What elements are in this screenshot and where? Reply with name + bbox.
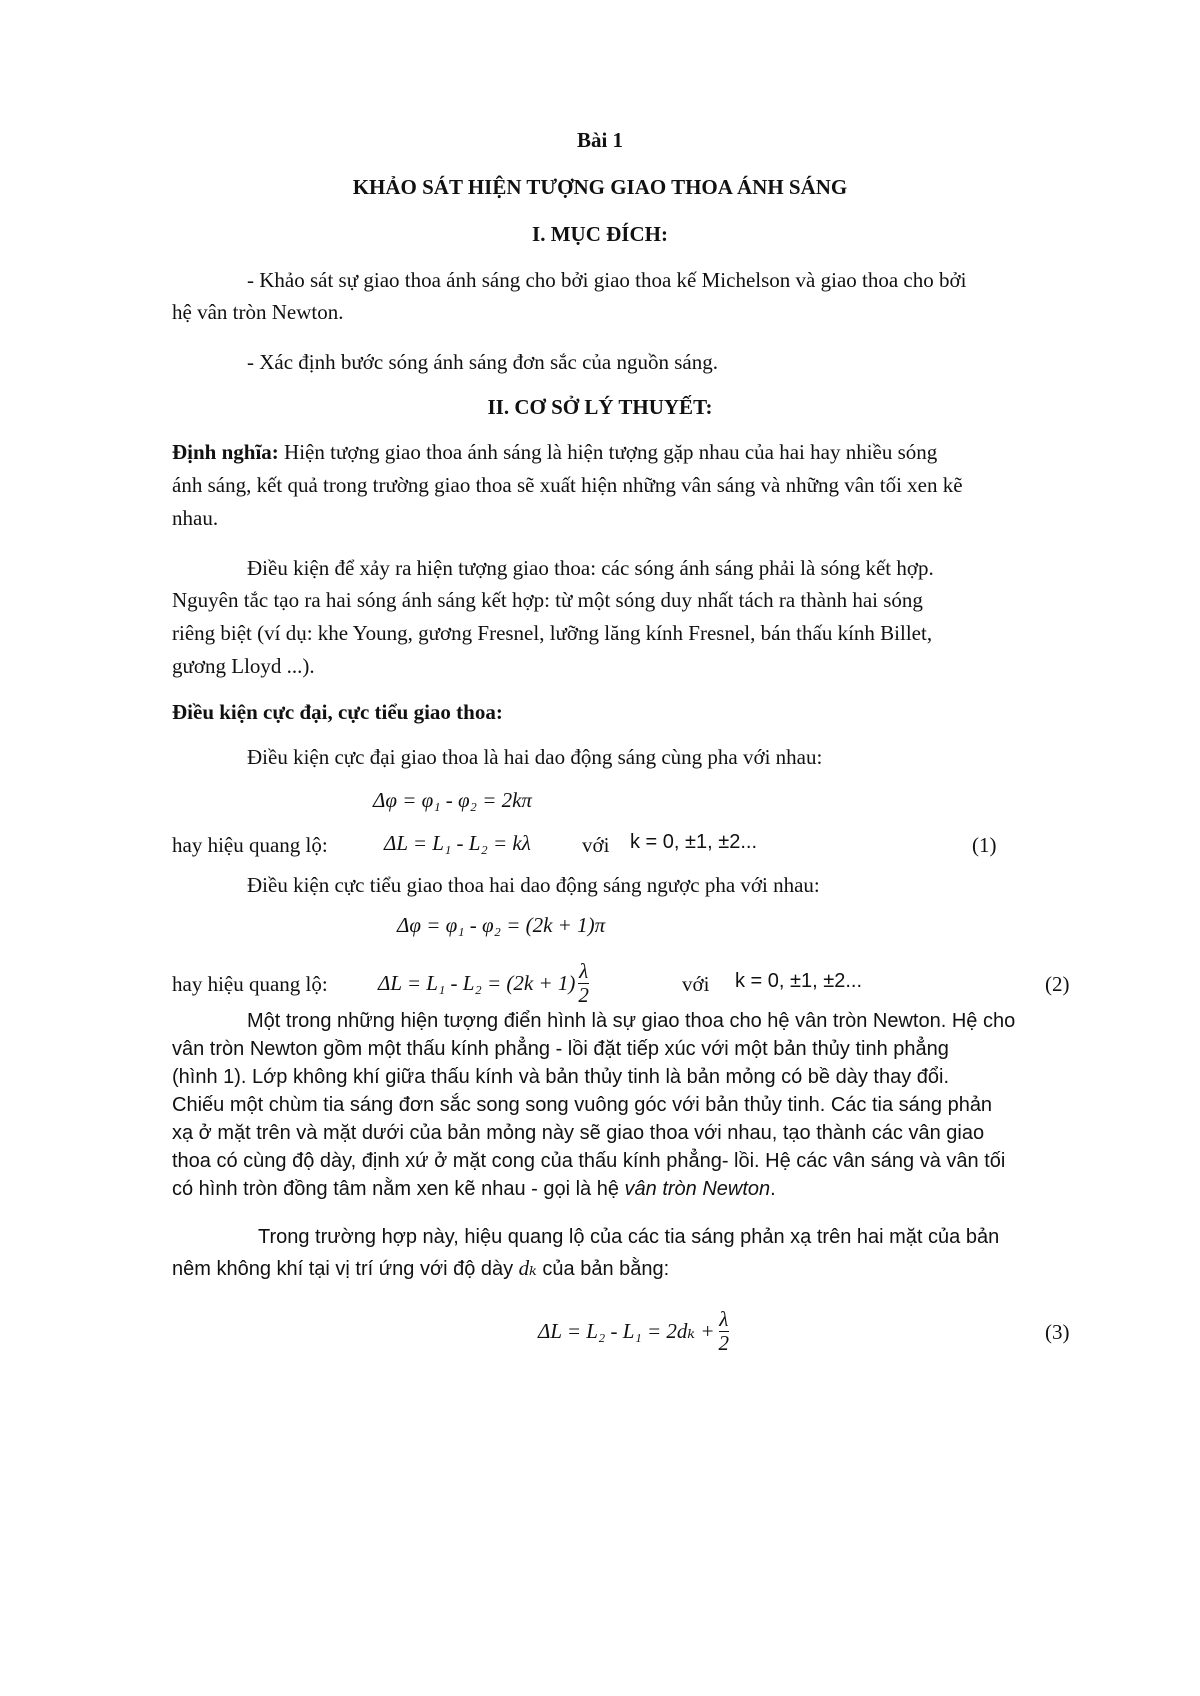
condition-line-2: Nguyên tắc tạo ra hai sóng ánh sáng kết hợp: từ một sóng duy nhất tách ra thành hai sóng (172, 588, 923, 612)
definition-label: Định nghĩa: (172, 440, 279, 464)
path-diff-paragraph-line-2-end: của bản bằng: (536, 1258, 670, 1280)
purpose-item-1-line-2: hệ vân tròn Newton. (172, 300, 344, 324)
thickness-variable: dₖ (518, 1256, 537, 1280)
definition-line-3: nhau. (172, 506, 219, 530)
condition-line-3: riêng biệt (ví dụ: khe Young, gương Fresnel, lưỡng lăng kính Fresnel, bán thấu kính Billet, (172, 621, 933, 645)
definition-text-1: Hiện tượng giao thoa ánh sáng là hiện tượng gặp nhau của hai hay nhiều sóng (284, 440, 938, 464)
document-title: KHẢO SÁT HIỆN TƯỢNG GIAO THOA ÁNH SÁNG (352, 175, 848, 199)
definition-line-1 (172, 440, 937, 465)
purpose-item-1-line-1: - Khảo sát sự giao thoa ánh sáng cho bởi giao thoa kế Michelson và giao thoa cho bởi (247, 268, 967, 292)
minimum-intro: Điều kiện cực tiểu giao thoa hai dao động sáng ngược pha với nhau: (247, 873, 820, 897)
purpose-item-2: - Xác định bước sóng ánh sáng đơn sắc của nguồn sáng. (247, 350, 718, 374)
lesson-number: Bài 1 (576, 128, 624, 152)
equation-2-left: ΔL = L₁ - L₂ = (2k + 1) (378, 970, 576, 995)
newton-paragraph-line-1: Một trong những hiện tượng điển hình là sự giao thoa cho hệ vân tròn Newton. Hệ cho (247, 1010, 1016, 1032)
equation-2-number: (2) (1045, 972, 1070, 996)
equation-3-left: ΔL = L₂ - L₁ = 2dₖ + (538, 1318, 715, 1343)
equation-3-fraction-denominator: 2 (718, 1330, 730, 1355)
newton-paragraph-line-4: Chiếu một chùm tia sáng đơn sắc song song vuông góc với bản thủy tinh. Các tia sáng phản (172, 1094, 993, 1116)
newton-paragraph-line-6: thoa có cùng độ dày, định xứ ở mặt cong của thấu kính phẳng- lồi. Hệ các vân sáng và vân tối (172, 1150, 1006, 1172)
condition-line-1: Điều kiện để xảy ra hiện tượng giao thoa: các sóng ánh sáng phải là sóng kết hợp. (247, 556, 934, 580)
equation-2 (378, 950, 589, 1016)
path-diff-label-2: hay hiệu quang lộ: (172, 972, 328, 996)
equation-3-fraction-numerator: λ (719, 1306, 729, 1331)
with-label-1: với (582, 833, 610, 857)
section-heading-purpose: I. MỤC ĐÍCH: (532, 222, 668, 246)
newton-paragraph-line-3: (hình 1). Lớp không khí giữa thấu kính và bản thủy tinh là bản mỏng có bề dày thay đổi. (172, 1066, 950, 1088)
newton-paragraph-line-5: xạ ở mặt trên và mặt dưới của bản mỏng này sẽ giao thoa với nhau, tạo thành các vân giao (172, 1122, 985, 1144)
maximum-intro: Điều kiện cực đại giao thoa là hai dao động sáng cùng pha với nhau: (247, 745, 823, 769)
newton-paragraph-line-7-text: có hình tròn đồng tâm nằm xen kẽ nhau - gọi là hệ (172, 1178, 625, 1200)
with-label-2: với (682, 972, 710, 996)
path-diff-paragraph-line-2-text: nêm không khí tại vị trí ứng với độ dày (172, 1258, 519, 1280)
path-diff-paragraph-line-1: Trong trường hợp này, hiệu quang lộ của các tia sáng phản xạ trên hai mặt của bản (258, 1226, 1000, 1248)
equation-min-phase: Δφ = φ₁ - φ₂ = (2k + 1)π (397, 913, 606, 937)
section-heading-theory: II. CƠ SỞ LÝ THUYẾT: (487, 395, 713, 419)
equation-2-fraction (578, 958, 589, 1007)
newton-paragraph-line-7-end: . (770, 1178, 776, 1200)
equation-2-fraction-numerator: λ (579, 958, 589, 983)
newton-paragraph-line-2: vân tròn Newton gồm một thấu kính phẳng - lồi đặt tiếp xúc với một bản thủy tinh phẳng (172, 1038, 949, 1060)
equation-3 (538, 1298, 729, 1364)
equation-1-number: (1) (972, 833, 997, 857)
path-diff-label-1: hay hiệu quang lộ: (172, 833, 328, 857)
equation-2-k-values: k = 0, ±1, ±2... (735, 970, 863, 992)
path-diff-paragraph-line-2 (172, 1256, 669, 1281)
extrema-heading: Điều kiện cực đại, cực tiểu giao thoa: (172, 700, 503, 724)
newton-paragraph-line-7 (172, 1178, 776, 1201)
definition-line-2: ánh sáng, kết quả trong trường giao thoa sẽ xuất hiện những vân sáng và những vân tối xen kẽ (172, 473, 963, 497)
equation-1: ΔL = L₁ - L₂ = kλ (384, 831, 531, 855)
equation-2-fraction-denominator: 2 (578, 982, 589, 1007)
condition-line-4: gương Lloyd ...). (172, 654, 315, 678)
equation-3-fraction (718, 1306, 730, 1355)
equation-1-k-values: k = 0, ±1, ±2... (630, 831, 758, 853)
equation-max-phase: Δφ = φ₁ - φ₂ = 2kπ (373, 788, 532, 812)
newton-rings-term: vân tròn Newton (624, 1178, 771, 1200)
equation-3-number: (3) (1045, 1320, 1070, 1344)
